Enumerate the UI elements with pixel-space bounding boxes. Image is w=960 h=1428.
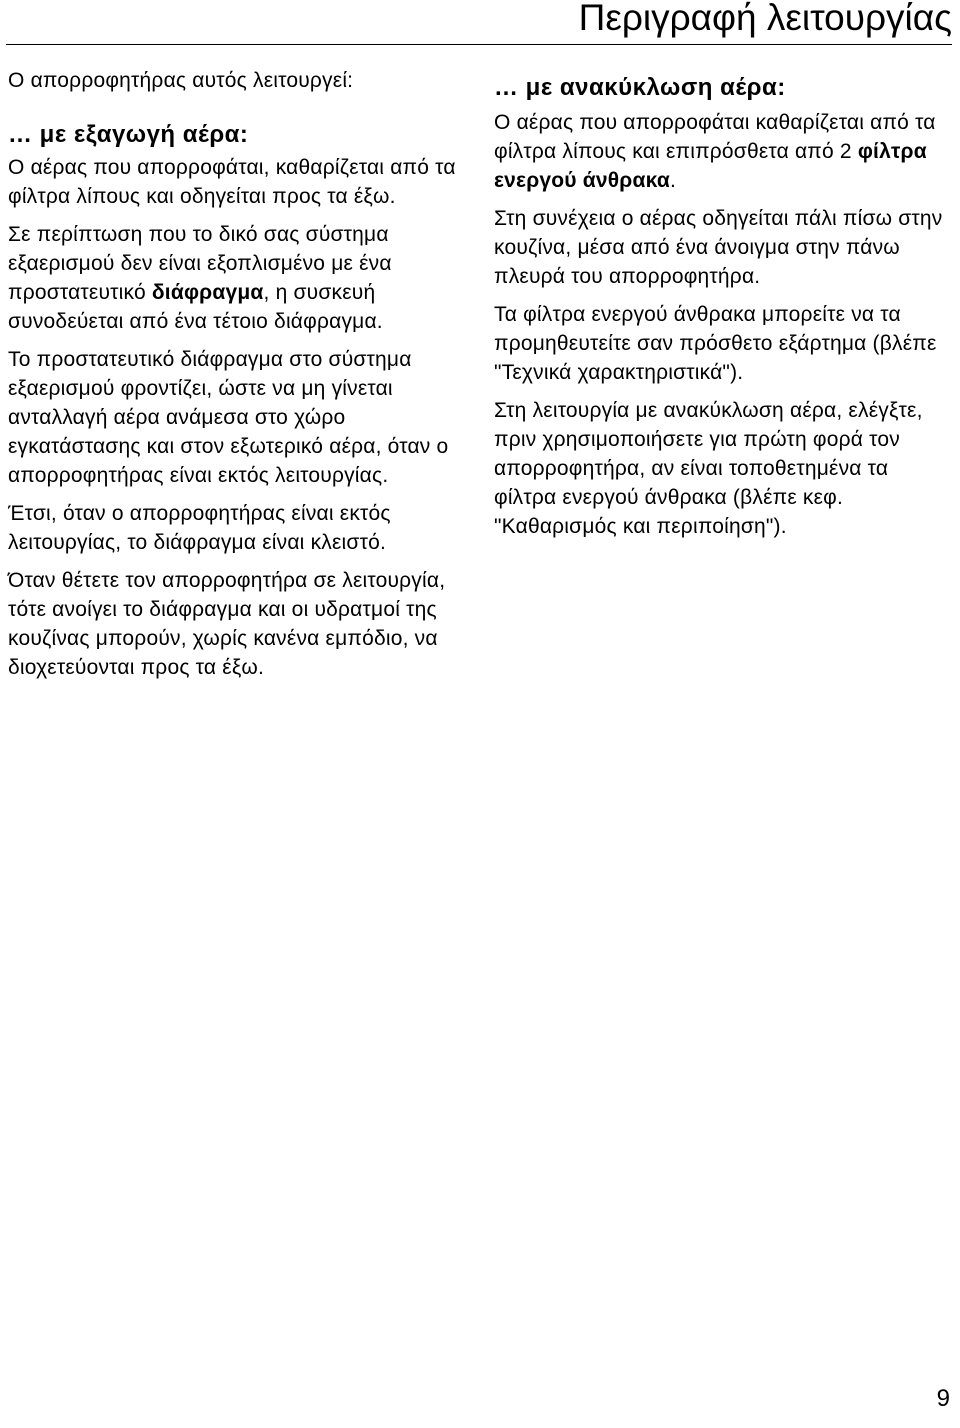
intro-text: Ο απορροφητήρας αυτός λειτουργεί: [8, 69, 354, 92]
diaphragm-term: διάφραγμα [151, 281, 264, 304]
left-column [8, 66, 468, 691]
exhaust-paragraph-3: Το προστατευτικό διάφραγμα στο σύστημα εξαερισμού φροντίζει, ώστε να μη γίνεται ανταλλαγή αέρα ανάμεσα στο χώρο εγκατάστασης και στον εξωτερικό αέρα, όταν ο απορροφητήρας είναι εκτός λειτουργίας. [8, 348, 449, 487]
right-column [494, 72, 954, 550]
recirculation-paragraph-1-end: . [669, 169, 676, 192]
recirculation-paragraph-3: Τα φίλτρα ενεργού άνθρακα μπορείτε να τα προμηθευτείτε σαν πρόσθετο εξάρτημα (βλέπε "Τεχνικά χαρακτηριστικά"). [494, 303, 937, 384]
exhaust-paragraph-4: Έτσι, όταν ο απορροφητήρας είναι εκτός λειτουργίας, το διάφραγμα είναι κλειστό. [8, 502, 391, 554]
recirculation-mode-heading: … με ανακύκλωση αέρα: [494, 74, 786, 101]
exhaust-paragraph-5: Όταν θέτετε τον απορροφητήρα σε λειτουργία, τότε ανοίγει το διάφραγμα και οι υδρατμοί της κουζίνας μπορούν, χωρίς κανένα εμπόδιο, να διοχετεύονται προς τα έξω. [8, 569, 446, 679]
recirculation-paragraph-4: Στη λειτουργία με ανακύκλωση αέρα, ελέγξτε, πριν χρησιμοποιήσετε για πρώτη φορά τον απορροφητήρα, αν είναι τοποθετημένα τα φίλτρα ενεργού άνθρακα (βλέπε κεφ. "Καθαρισμός και περιποίηση"). [494, 399, 923, 538]
carbon-filter-term: φίλτρα ενεργού άνθρακα [494, 140, 927, 192]
recirculation-paragraph-2: Στη συνέχεια ο αέρας οδηγείται πάλι πίσω στην κουζίνα, μέσα από ένα άνοιγμα στην πάνω πλευρά του απορροφητήρα. [494, 207, 943, 288]
exhaust-paragraph-2 [8, 220, 468, 336]
recirculation-paragraph-1 [494, 108, 954, 195]
page-number: 9 [936, 1385, 950, 1412]
exhaust-paragraph-1: Ο αέρας που απορροφάται, καθαρίζεται από τα φίλτρα λίπους και οδηγείται προς τα έξω. [8, 156, 456, 208]
exhaust-paragraph-2-end: , η συσκευή συνοδεύεται από ένα τέτοιο διάφραγμα. [8, 281, 383, 333]
exhaust-paragraph-2-start: Σε περίπτωση που το δικό σας σύστημα εξαερισμού δεν είναι εξοπλισμένο με ένα προστατευτικό [8, 223, 392, 304]
page-header-title: Περιγραφή λειτουργίας [578, 0, 952, 38]
recirculation-paragraph-1-start: Ο αέρας που απορροφάται καθαρίζεται από τα φίλτρα λίπους και επιπρόσθετα από 2 [494, 111, 936, 163]
header-divider [6, 44, 952, 45]
exhaust-mode-heading: … με εξαγωγή αέρα: [8, 121, 249, 148]
